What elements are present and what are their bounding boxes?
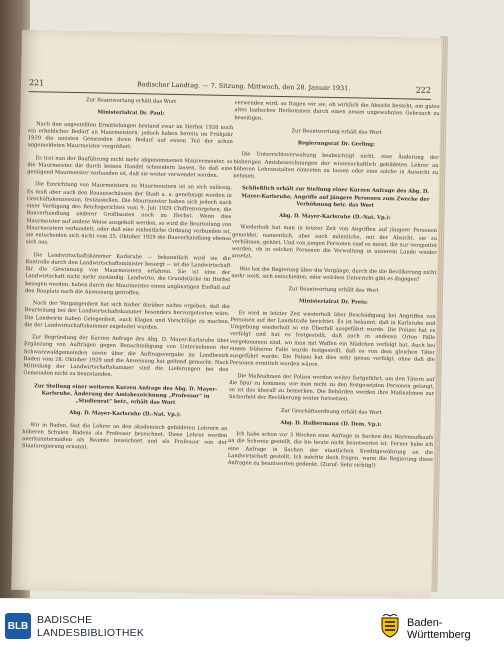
library-footer-bar [0, 598, 504, 647]
right-text-column [228, 100, 440, 471]
text-paragraph: Die Unterrichtsverwaltung beabsichtigt nicht, eine Änderung der bisherigen Amtsbezeichnungen der wissenschaftlich gebildeten Lehrer an höheren Lehranstalten eintreten zu lassen oder eine solche in Aussicht zu nehmen. [233, 151, 439, 180]
text-paragraph: Die Einrichtung von Maurmeistern zu Maurmeistern ist an sich zulässig. Es muß aber auch den Bauausschüssen der Stadt u. a. genehmigt werden in Geschäftskonzession, festzustellen. Die Maurmeister haben sich jedoch nach einer Verfügung des Reichsgerichtes vom 9. Juli 1929 Chiffrenvorgehen, die Bauverhandlung anderer Großbauten noch im Herbst. Wenn dies Maurmeister auf andere Weise ausgeholt werden, so wird die Beurteilung von Maurmeistern verhandelt, oder daß eine einheitliche Ordnung verbunden ist, sie entscheiden sich nicht vom 25. Oktober 1929 die Bauverhandlung ebenso sich aus. [25, 181, 233, 246]
page-number-left: 221 [28, 78, 45, 88]
document-page [11, 30, 442, 598]
blb-name-line1: BADISCHE [37, 614, 93, 626]
text-paragraph: Wiederholt hat man in letzter Zeit von Angriffen auf jüngere Personen gemeldet, namentlich, aber auch männliche, mit der Absicht, sie zu verhöhnen, gehört. Und von jungen Personen sind es meist, die nur verspottet werden, ob in solchen Personen die Verwaltung in unserem Lande wieder ansetzt. [231, 224, 438, 260]
left-text-column [22, 96, 234, 454]
text-paragraph: Abg. D. Halbermann (D. Dem. Vp.): [280, 419, 382, 428]
blb-name-line2: LANDESBIBLIOTHEK [37, 627, 145, 639]
baden-wuerttemberg-label: Baden-Württemberg [407, 617, 471, 641]
text-paragraph: verwenden wird, so fragen wir sie, ob wirklich die Absicht besteht, ein gutes altes badisches Herkommen durch einen neuen ungewohnten Gebrauch zu beseitigen. [234, 100, 440, 122]
text-paragraph: Ministerialrat Dr. Paul: [97, 109, 165, 117]
running-header-text: Badischer Landtag. — 7. Sitzung. Mittwoch, den 28. Januar 1931. [136, 80, 351, 93]
text-paragraph: Schließlich erhält zur Stellung einer Kurzen Anfrage des Abg. D. Mayer-Karlsruhe, Angriffe auf jüngere Personen zum Zwecke der Verhöhnung betr. das Wort [241, 185, 430, 209]
text-paragraph: Zur Beantwortung erhält das Wort [288, 286, 379, 294]
text-paragraph: Nach der Vergangenheit hat sich bisher darüber nichts ergeben, daß die Beurteilung bei der Landwirtschaftskammer besonders hervorgetreten wäre. Die Landwirte haben Gelegenheit, auch Klagen und Vorschläge zu machen, die der Landwirtschaftskammer zugeleitet wurden. [24, 300, 230, 331]
text-paragraph: Abg. D. Mayer-Karlsruhe (D.-Nat. Vp.): [69, 410, 182, 419]
baden-wuerttemberg-coat-of-arms-icon[interactable] [379, 614, 401, 638]
text-paragraph: Nach den angestellten Ermittelungen bestand zwar im Herbst 1928 noch ein erheblicher Bedarf an Maurmeistern, jedoch haben bereits im Frühjahr 1929 die meisten Gemeinden ihren Bedarf auf einem Teil der schon angemeldeten Maurmeister vergrößert. [27, 120, 234, 151]
text-paragraph: Zur Geschäftsordnung erhält das Wort [280, 407, 382, 416]
text-paragraph: Die Landwirtschaftskammer Karlsruhe — bekanntlich wird sie die Kontrolle durch den Landwirtschaftsminister besorgt — ist die Landwirtschaft für die Gewinnung von Maurmeistern erfahren. Sie ist eine der Landwirtschaft nicht mehr zuständig. Landwirte, die Grundstücke im Herbst bezogen werden, haben durch die Maurmeister einen ungünstigen Einfluß auf den Bauplatz nach die Anweisung getroffen. [24, 251, 231, 297]
text-paragraph: Zur Beantwortung erhält das Wort [291, 127, 382, 136]
page-number-right: 222 [415, 85, 432, 95]
blb-logo[interactable]: BLB [5, 613, 31, 639]
text-paragraph: Ministerialrat Dr. Preis: [298, 298, 368, 306]
text-paragraph: Es trat nun der Bauführung nicht mehr abgenommenen Maurermeister, so die Maurmeister die durch keinen Handel schneidern lassen. So daß eine genügend Maurmeister vorhanden ist, daß sie weiter verwendet werden. [27, 154, 233, 179]
text-paragraph: Zur Stellung einer weiteren Kurzen Anfrage des Abg. D. Mayer-Karlsruhe, Änderung der Amtsbezeichnung „Professor“ in „Studienrat“ betr., erhält das Wort [34, 382, 218, 407]
text-paragraph: Regierungsrat Dr. Gerling: [297, 140, 375, 148]
text-paragraph: Was hat die Regierung über die Vorgänge, durch die die Bevölkerung nicht mehr weiß, sich entschieden, oder welchen Unterricht gibt es dagegen? [231, 265, 437, 283]
text-paragraph: Abg. D. Mayer-Karlsruhe (D.-Nat. Vp.): [279, 212, 391, 222]
text-paragraph: Die Maßnahmen der Polizei werden weiter fortgeführt, um den Tätern auf die Spur zu kommen; wie man nicht zu den festgesetzten Personen gelangt, so ist das überall zu bemerken. Die Behörden werden ihre Maßnahmen zur Sicherheit der Bevölkerung weiter fortsetzen. [228, 372, 435, 403]
text-paragraph: Es wird in letzter Zeit wiederholt über Beschädigung bei Angriffen von Personen auf der Landstraße berichtet. Es ist bekannt, daß in Karlsruhe und Umgebung wiederholt so ein Überfall ausgeführt wurde. Die Polizei hat es verfolgt und hat es festgestellt, daß auch in anderen Orten Fälle vorgekommen sind, wo man mit Waffen ein Mädchen verfolgt hat. Auch bei einem früheren Falle wurde festgestellt, daß es von dem gleichen Täter ausgeführt wurde. Die Polizei hat dies sehr genau verfolgt, ohne daß die Personen ermittelt worden wären. [229, 309, 436, 369]
text-paragraph: Zur Beantwortung erhält das Wort [85, 97, 177, 105]
text-paragraph: Wir in Baden, fast die Lehrer an den akademisch gebildeten Lehrern an höheren Schulen Badens als Professor bezeichnet. Diese Lehrer werden anerkanntermaßen als Beamte bezeichnet und als Professor von der Staatsregierung ernannt. [21, 421, 228, 451]
text-paragraph: Ich habe schon vor 3 Wochen eine Anfrage in Sachen des Warenaufkaufs an die Schweiz gestellt, die bis heute nicht beantwortet ist. Ferner habe ich eine Anfrage in Sachen der staatlichen Kreditgewährung an die Landwirtschaft gestellt. Ich möchte doch fragen, wann die Regierung diese Anfragen zu beantworten gedenkt. (Zuruf: Sehr richtig!) [227, 431, 434, 469]
text-paragraph: Zur Begründung der Kurzen Anfrage des Abg. D. Mayer-Karlsruhe über Ergänzung von Aufträgen gegen Benachteiligung von Unternehmen der Schwarzwaldgemeinden sowie über die Auftragsvergabe im Landbezirk Baden vom 28. Oktober 1929 und die Anweisung hat geltend gemacht: Nach Mitteilung der Landwirtschaftskammer sind die Lieferungen bei den Gemeinden nicht zu beanstanden. [23, 334, 230, 379]
